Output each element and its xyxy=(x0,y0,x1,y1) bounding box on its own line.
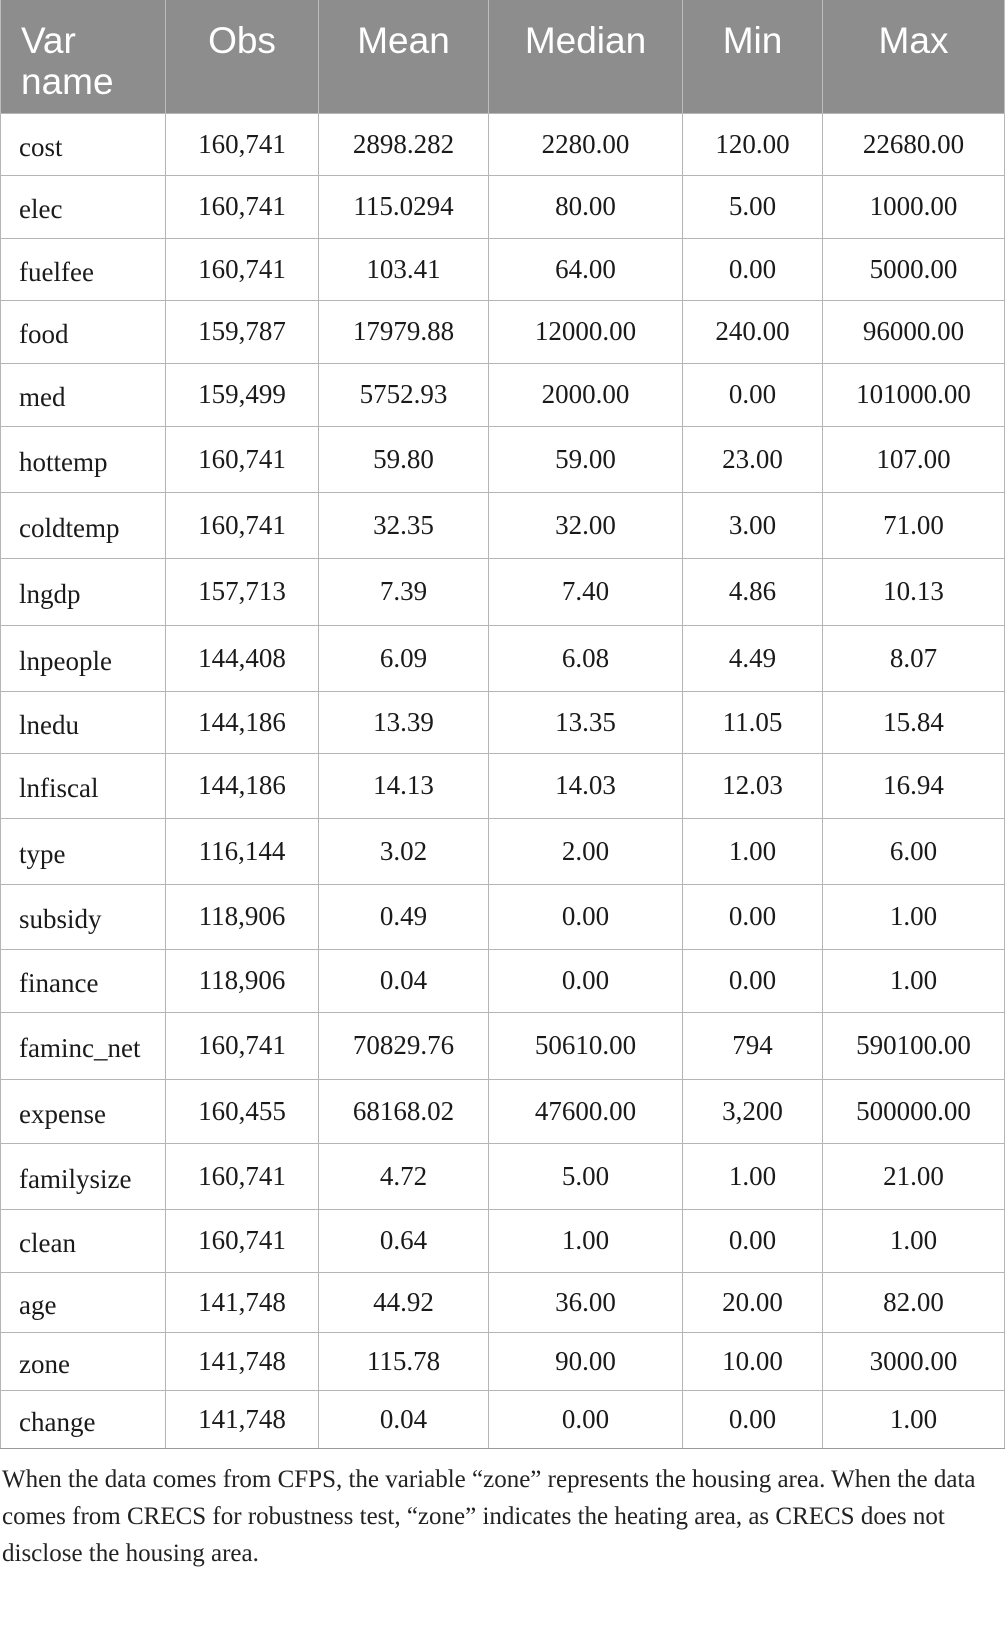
cell-mean: 68168.02 xyxy=(319,1079,489,1143)
cell-obs: 160,741 xyxy=(166,1143,319,1209)
variable-name: lnpeople xyxy=(19,645,112,676)
cell-max: 3000.00 xyxy=(823,1332,1005,1390)
cell-max: 1.00 xyxy=(823,1209,1005,1272)
variable-name: hottemp xyxy=(19,446,108,477)
cell-var-name xyxy=(1,1079,166,1143)
cell-max: 6.00 xyxy=(823,818,1005,884)
cell-obs: 141,748 xyxy=(166,1390,319,1448)
cell-min: 0.00 xyxy=(683,1390,823,1448)
cell-max: 8.07 xyxy=(823,625,1005,691)
table-row xyxy=(1,949,1005,1012)
table-row xyxy=(1,492,1005,558)
table-row xyxy=(1,300,1005,363)
table-row xyxy=(1,753,1005,818)
table-row xyxy=(1,1272,1005,1332)
cell-min: 1.00 xyxy=(683,818,823,884)
variable-name: coldtemp xyxy=(19,512,120,543)
table-row xyxy=(1,1209,1005,1272)
cell-median: 36.00 xyxy=(489,1272,683,1332)
cell-min: 0.00 xyxy=(683,884,823,949)
cell-var-name xyxy=(1,238,166,300)
cell-min: 120.00 xyxy=(683,113,823,175)
table-row xyxy=(1,884,1005,949)
cell-max: 10.13 xyxy=(823,558,1005,625)
cell-var-name xyxy=(1,1390,166,1448)
table-row xyxy=(1,558,1005,625)
cell-var-name xyxy=(1,1012,166,1079)
cell-median: 7.40 xyxy=(489,558,683,625)
cell-obs: 116,144 xyxy=(166,818,319,884)
cell-max: 1000.00 xyxy=(823,175,1005,238)
cell-var-name xyxy=(1,1332,166,1390)
cell-min: 10.00 xyxy=(683,1332,823,1390)
table-footnote: When the data comes from CFPS, the variable “zone” represents the housing area. When the data comes from CRECS for robustness test, “zone” indicates the heating area, as CRECS does not disclose the housing area. xyxy=(2,1465,976,1567)
cell-median: 2280.00 xyxy=(489,113,683,175)
cell-mean: 44.92 xyxy=(319,1272,489,1332)
cell-min: 240.00 xyxy=(683,300,823,363)
cell-mean: 115.78 xyxy=(319,1332,489,1390)
cell-median: 0.00 xyxy=(489,949,683,1012)
cell-obs: 144,186 xyxy=(166,691,319,753)
table-body xyxy=(1,113,1005,1448)
cell-var-name xyxy=(1,753,166,818)
variable-name: clean xyxy=(19,1228,76,1258)
cell-mean: 2898.282 xyxy=(319,113,489,175)
table-row xyxy=(1,426,1005,492)
cell-mean: 13.39 xyxy=(319,691,489,753)
cell-max: 96000.00 xyxy=(823,300,1005,363)
cell-max: 71.00 xyxy=(823,492,1005,558)
cell-min: 5.00 xyxy=(683,175,823,238)
cell-min: 0.00 xyxy=(683,238,823,300)
cell-max: 590100.00 xyxy=(823,1012,1005,1079)
cell-median: 2000.00 xyxy=(489,363,683,426)
cell-min: 3,200 xyxy=(683,1079,823,1143)
cell-obs: 144,186 xyxy=(166,753,319,818)
cell-var-name xyxy=(1,426,166,492)
cell-median: 14.03 xyxy=(489,753,683,818)
cell-obs: 160,741 xyxy=(166,426,319,492)
variable-name: fuelfee xyxy=(19,256,94,287)
cell-var-name xyxy=(1,492,166,558)
cell-mean: 17979.88 xyxy=(319,300,489,363)
cell-median: 80.00 xyxy=(489,175,683,238)
cell-min: 20.00 xyxy=(683,1272,823,1332)
cell-min: 0.00 xyxy=(683,1209,823,1272)
cell-max: 22680.00 xyxy=(823,113,1005,175)
cell-mean: 4.72 xyxy=(319,1143,489,1209)
table-row xyxy=(1,1012,1005,1079)
cell-max: 1.00 xyxy=(823,884,1005,949)
table-header xyxy=(1,0,1005,113)
cell-var-name xyxy=(1,558,166,625)
cell-median: 0.00 xyxy=(489,884,683,949)
table-row xyxy=(1,113,1005,175)
cell-max: 16.94 xyxy=(823,753,1005,818)
table-row xyxy=(1,1079,1005,1143)
header-obs: Obs xyxy=(166,0,319,113)
cell-median: 0.00 xyxy=(489,1390,683,1448)
variable-name: cost xyxy=(19,131,63,162)
cell-var-name xyxy=(1,1143,166,1209)
cell-mean: 7.39 xyxy=(319,558,489,625)
variable-name: elec xyxy=(19,194,63,224)
variable-name: lnfiscal xyxy=(19,773,99,803)
variable-name: zone xyxy=(19,1348,70,1379)
cell-min: 0.00 xyxy=(683,949,823,1012)
cell-mean: 14.13 xyxy=(319,753,489,818)
variable-name: expense xyxy=(19,1098,106,1129)
cell-var-name xyxy=(1,113,166,175)
cell-median: 6.08 xyxy=(489,625,683,691)
cell-min: 0.00 xyxy=(683,363,823,426)
cell-var-name xyxy=(1,818,166,884)
table-row xyxy=(1,691,1005,753)
cell-var-name xyxy=(1,1209,166,1272)
cell-max: 101000.00 xyxy=(823,363,1005,426)
cell-mean: 59.80 xyxy=(319,426,489,492)
cell-median: 90.00 xyxy=(489,1332,683,1390)
cell-var-name xyxy=(1,363,166,426)
variable-name: faminc_net xyxy=(19,1033,141,1063)
cell-mean: 115.0294 xyxy=(319,175,489,238)
cell-median: 64.00 xyxy=(489,238,683,300)
variable-name: med xyxy=(19,382,66,412)
cell-mean: 0.04 xyxy=(319,949,489,1012)
cell-obs: 144,408 xyxy=(166,625,319,691)
variable-name: familysize xyxy=(19,1163,132,1194)
header-mean: Mean xyxy=(319,0,489,113)
table-row xyxy=(1,363,1005,426)
cell-obs: 160,741 xyxy=(166,113,319,175)
cell-min: 12.03 xyxy=(683,753,823,818)
cell-obs: 141,748 xyxy=(166,1272,319,1332)
cell-obs: 157,713 xyxy=(166,558,319,625)
cell-var-name xyxy=(1,884,166,949)
cell-median: 47600.00 xyxy=(489,1079,683,1143)
cell-var-name xyxy=(1,625,166,691)
header-median: Median xyxy=(489,0,683,113)
cell-mean: 6.09 xyxy=(319,625,489,691)
cell-var-name xyxy=(1,300,166,363)
table-row xyxy=(1,1143,1005,1209)
cell-min: 23.00 xyxy=(683,426,823,492)
cell-min: 4.86 xyxy=(683,558,823,625)
cell-obs: 159,499 xyxy=(166,363,319,426)
cell-obs: 118,906 xyxy=(166,949,319,1012)
cell-mean: 0.04 xyxy=(319,1390,489,1448)
cell-max: 21.00 xyxy=(823,1143,1005,1209)
variable-name: change xyxy=(19,1406,96,1437)
cell-median: 59.00 xyxy=(489,426,683,492)
variable-name: food xyxy=(19,319,69,349)
cell-max: 107.00 xyxy=(823,426,1005,492)
header-var-name: Var name xyxy=(1,0,166,113)
table-row xyxy=(1,1390,1005,1448)
cell-median: 12000.00 xyxy=(489,300,683,363)
cell-obs: 159,787 xyxy=(166,300,319,363)
cell-obs: 160,741 xyxy=(166,492,319,558)
cell-obs: 141,748 xyxy=(166,1332,319,1390)
cell-min: 11.05 xyxy=(683,691,823,753)
cell-median: 2.00 xyxy=(489,818,683,884)
cell-obs: 160,741 xyxy=(166,175,319,238)
table-row xyxy=(1,818,1005,884)
cell-min: 3.00 xyxy=(683,492,823,558)
cell-median: 13.35 xyxy=(489,691,683,753)
cell-median: 1.00 xyxy=(489,1209,683,1272)
cell-max: 1.00 xyxy=(823,949,1005,1012)
cell-median: 32.00 xyxy=(489,492,683,558)
cell-mean: 103.41 xyxy=(319,238,489,300)
cell-min: 794 xyxy=(683,1012,823,1079)
cell-obs: 118,906 xyxy=(166,884,319,949)
variable-name: lngdp xyxy=(19,579,81,609)
table-row xyxy=(1,238,1005,300)
header-row xyxy=(1,0,1005,113)
variable-name: lnedu xyxy=(19,709,79,740)
cell-max: 500000.00 xyxy=(823,1079,1005,1143)
cell-obs: 160,741 xyxy=(166,1209,319,1272)
cell-median: 5.00 xyxy=(489,1143,683,1209)
variable-name: age xyxy=(19,1289,57,1320)
cell-min: 1.00 xyxy=(683,1143,823,1209)
cell-median: 50610.00 xyxy=(489,1012,683,1079)
cell-mean: 5752.93 xyxy=(319,363,489,426)
cell-var-name xyxy=(1,1272,166,1332)
cell-var-name xyxy=(1,949,166,1012)
variable-name: subsidy xyxy=(19,904,102,934)
cell-obs: 160,455 xyxy=(166,1079,319,1143)
table-row xyxy=(1,175,1005,238)
cell-obs: 160,741 xyxy=(166,238,319,300)
header-min: Min xyxy=(683,0,823,113)
variable-name: finance xyxy=(19,968,99,998)
cell-mean: 0.49 xyxy=(319,884,489,949)
variable-name: type xyxy=(19,838,66,869)
cell-mean: 32.35 xyxy=(319,492,489,558)
table-row xyxy=(1,625,1005,691)
cell-max: 5000.00 xyxy=(823,238,1005,300)
table-row xyxy=(1,1332,1005,1390)
cell-mean: 0.64 xyxy=(319,1209,489,1272)
cell-min: 4.49 xyxy=(683,625,823,691)
cell-mean: 70829.76 xyxy=(319,1012,489,1079)
cell-var-name xyxy=(1,691,166,753)
cell-mean: 3.02 xyxy=(319,818,489,884)
header-max: Max xyxy=(823,0,1005,113)
cell-obs: 160,741 xyxy=(166,1012,319,1079)
cell-max: 15.84 xyxy=(823,691,1005,753)
cell-var-name xyxy=(1,175,166,238)
cell-max: 82.00 xyxy=(823,1272,1005,1332)
cell-max: 1.00 xyxy=(823,1390,1005,1448)
